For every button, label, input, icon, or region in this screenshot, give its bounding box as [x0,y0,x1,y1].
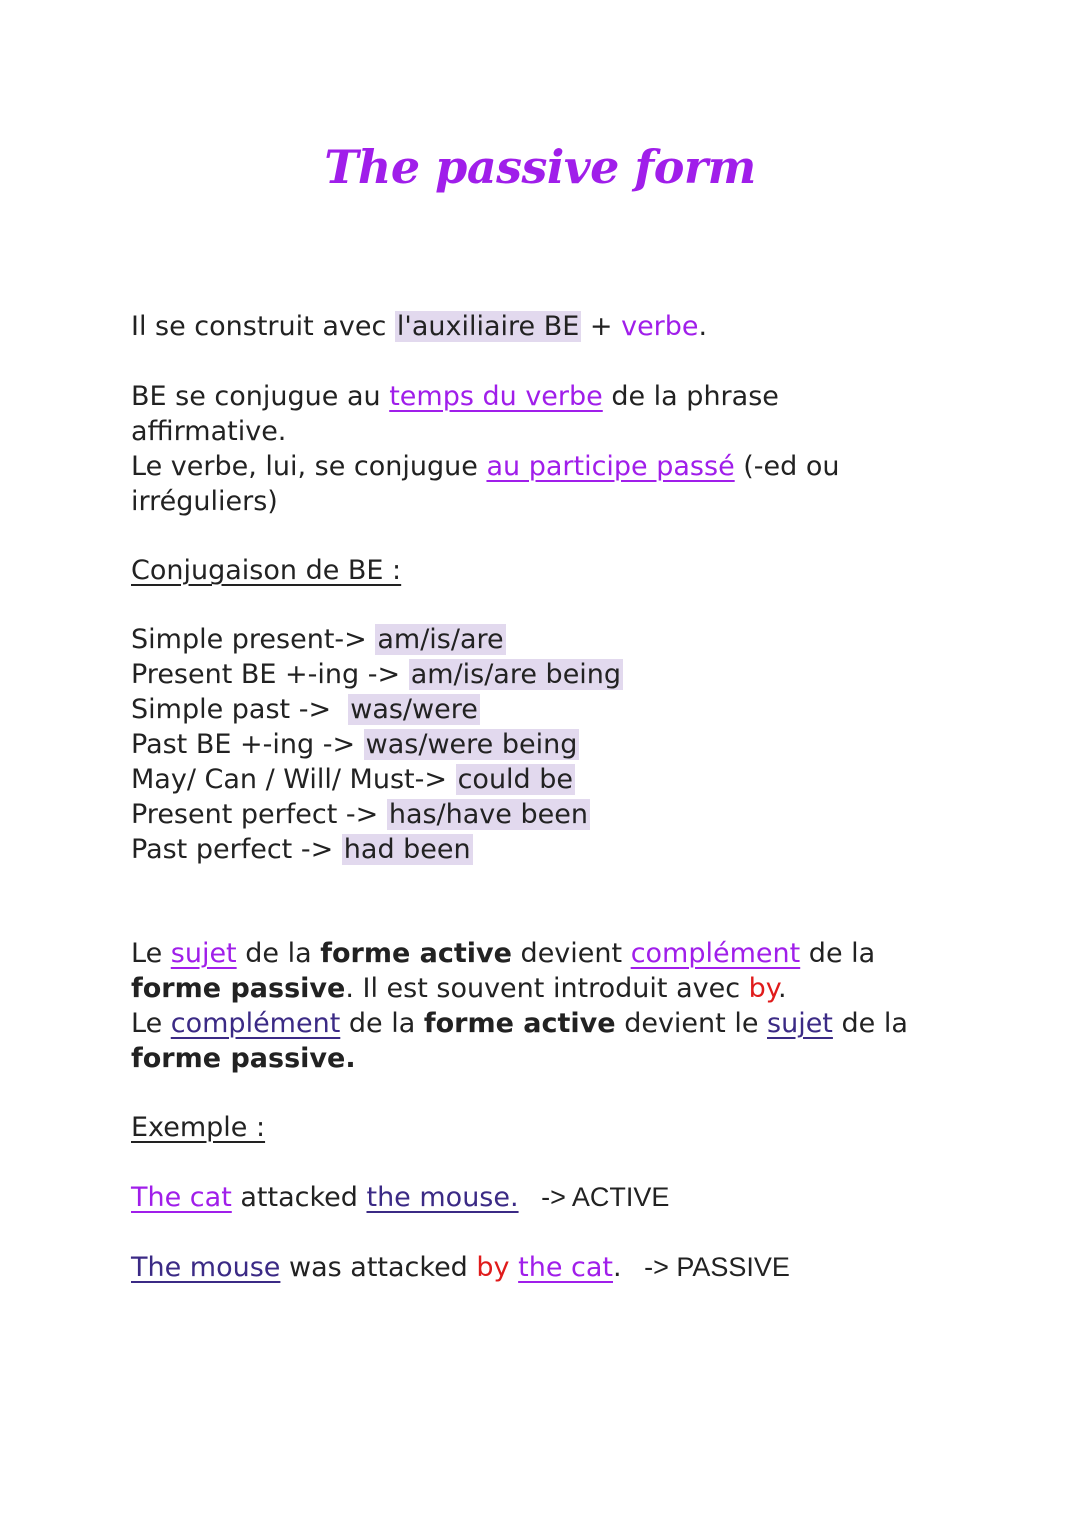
rule-text: BE se conjugue au [131,381,390,412]
verbe-word: verbe [621,311,699,342]
tense-label: Simple past -> [131,694,349,725]
participe-passe-link: au participe passé [486,451,735,482]
tense-label: Past BE +-ing -> [131,729,364,760]
passive-by: by [476,1252,510,1283]
conjugation-row [131,727,991,762]
transform-text: devient le [615,1008,768,1039]
rule-text: Le verbe, lui, se conjugue [131,451,487,482]
transform-text: Le [131,938,171,969]
tense-label: May/ Can / Will/ Must-> [131,764,456,795]
transform-text: de la [340,1008,424,1039]
transform-text: de la [832,1008,908,1039]
intro-paragraph [131,309,991,344]
passive-subject: The mouse [131,1252,281,1283]
transformation-paragraph [131,936,991,1076]
transform-line-3 [131,1006,991,1041]
sujet-word: sujet [767,1008,833,1039]
rule-text: de la phrase [602,381,779,412]
passive-space [510,1252,519,1283]
active-object: the mouse. [366,1182,519,1213]
temps-du-verbe-link: temps du verbe [389,381,603,412]
rule-text: (-ed ou [734,451,840,482]
conjugation-row [131,657,991,692]
transform-text: de la [800,938,876,969]
sujet-word: sujet [170,938,237,969]
tense-label: Past perfect -> [131,834,342,865]
conjugation-row [131,762,991,797]
active-tag: -> ACTIVE [518,1182,670,1212]
rule-paragraph [131,379,991,519]
intro-plus: + [581,311,622,342]
transform-text: devient [511,938,631,969]
be-form: was/were being [365,729,578,760]
complement-word: complément [630,938,801,969]
forme-passive-bold: forme passive [131,973,346,1004]
passive-dot: . [613,1252,622,1283]
tense-label: Simple present-> [131,624,376,655]
page-title: The passive form [324,140,756,194]
example-passive [131,1250,991,1285]
conjugation-row [131,832,991,867]
transform-line-2 [131,971,991,1006]
conjugation-heading: Conjugaison de BE : [131,555,402,586]
transform-line-1 [131,936,991,971]
be-form: was/were [350,694,478,725]
passive-tag: -> PASSIVE [621,1252,790,1282]
be-form: has/have been [388,799,588,830]
active-subject: The cat [131,1182,232,1213]
intro-text: Il se construit avec [131,311,395,342]
by-word: by [748,973,778,1004]
example-active [131,1180,991,1215]
conjugation-list [131,622,991,867]
forme-active-bold: forme active [320,938,512,969]
be-form: could be [457,764,574,795]
rule-line-3 [131,449,991,484]
rule-line-4: irréguliers) [131,486,278,517]
conjugation-row [131,692,991,727]
transform-text: Le [131,1008,171,1039]
rule-line-2: affirmative. [131,416,287,447]
conjugation-heading-block [131,553,991,588]
rule-line-1 [131,379,991,414]
transform-text: de la [236,938,321,969]
example-heading: Exemple : [131,1112,266,1143]
conjugation-row [131,622,991,657]
be-form: am/is/are being [410,659,622,690]
active-verb: attacked [231,1182,367,1213]
be-form: am/is/are [377,624,504,655]
transform-text: . Il est souvent introduit avec [345,973,749,1004]
tense-label: Present perfect -> [131,799,387,830]
passive-verb: was attacked [280,1252,477,1283]
complement-word: complément [170,1008,341,1039]
auxiliary-highlight: l'auxiliaire BE [396,311,580,342]
transform-text: . [777,973,787,1004]
transform-line-4: forme passive. [131,1043,356,1074]
tense-label: Present BE +-ing -> [131,659,409,690]
forme-active-bold: forme active [423,1008,616,1039]
conjugation-row [131,797,991,832]
example-heading-block [131,1110,991,1145]
intro-end: . [698,311,708,342]
passive-agent: the cat [518,1252,613,1283]
be-form: had been [343,834,471,865]
